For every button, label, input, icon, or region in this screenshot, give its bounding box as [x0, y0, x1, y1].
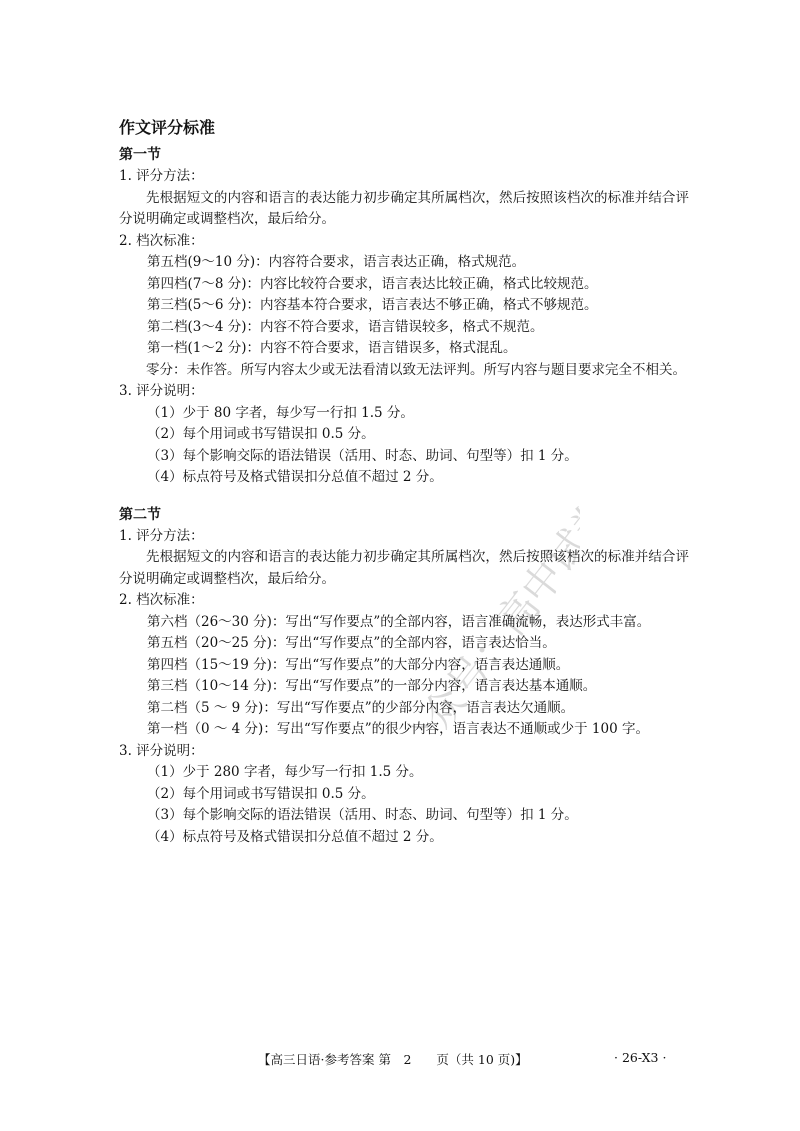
grade-label: 2. 档次标准： [119, 592, 204, 608]
grade-item: 第三档(5～6 分)：内容基本符合要求，语言表达不够正确，格式不够规范。 [147, 297, 598, 313]
grade-item: 第一档(1～2 分)：内容不符合要求，语言错误多，格式混乱。 [147, 340, 517, 356]
method-text: 先根据短文的内容和语言的表达能力初步确定其所属档次，然后按照该档次的标准并结合评分说明确定或调整档次，最后给分。 [119, 189, 689, 227]
watermark-text: 公众号：高中试卷君 [389, 458, 580, 730]
method-label: 1. 评分方法： [119, 527, 204, 544]
grade-item: 第二档(3～4 分)：内容不符合要求，语言错误较多，格式不规范。 [147, 318, 544, 335]
section-1 [119, 145, 689, 489]
note-item: （2）每个用词或书写错误扣 0.5 分。 [147, 426, 375, 442]
notes-label: 3. 评分说明： [119, 383, 204, 399]
content [119, 117, 689, 848]
footer-code: · 26-X3 · [614, 1050, 667, 1065]
grade-item: 第五档（20～25 分)：写出“写作要点”的全部内容，语言表达恰当。 [147, 635, 556, 651]
grade-item: 第四档(7～8 分)：内容比较符合要求，语言表达比较正确，格式比较规范。 [147, 275, 598, 292]
method-text: 先根据短文的内容和语言的表达能力初步确定其所属档次，然后按照该档次的标准并结合评分说明确定或调整档次，最后给分。 [119, 549, 689, 587]
section-1-heading: 第一节 [119, 147, 161, 163]
grade-item: 第一档（0 ～ 4 分)：写出“写作要点”的很少内容，语言表达不通顺或少于 100 字。 [147, 721, 649, 737]
section-2-heading: 第二节 [119, 506, 161, 523]
page-title: 作文评分标准 [119, 118, 216, 137]
grade-label: 2. 档次标准： [119, 232, 204, 249]
note-item: （1）少于 280 字者，每少写一行扣 1.5 分。 [147, 764, 423, 780]
grade-item: 第五档(9～10 分)：内容符合要求，语言表达正确，格式规范。 [147, 254, 526, 270]
grade-item: 第二档（5 ～ 9 分)：写出“写作要点”的少部分内容，语言表达欠通顺。 [147, 699, 575, 716]
footer-page-info: 【高三日语·参考答案 第 2 页（共 10 页)】 [258, 1052, 528, 1067]
zero-score-text: 零分：未作答。所写内容太少或无法看清以致无法评判。所写内容与题目要求完全不相关。 [146, 361, 686, 378]
section-2 [119, 505, 689, 849]
note-item: （1）少于 80 字者，每少写一行扣 1.5 分。 [147, 404, 414, 421]
grade-item: 第三档（10～14 分)：写出“写作要点”的一部分内容，语言表达基本通顺。 [147, 678, 597, 694]
note-item: （3）每个影响交际的语法错误（活用、时态、助词、句型等）扣 1 分。 [147, 807, 578, 823]
note-item: （2）每个用词或书写错误扣 0.5 分。 [147, 785, 375, 802]
method-label: 1. 评分方法： [119, 168, 204, 184]
grade-item: 第六档（26～30 分)：写出“写作要点”的全部内容，语言准确流畅，表达形式丰富。 [147, 613, 651, 630]
notes-label: 3. 评分说明： [119, 742, 204, 759]
note-item: （4）标点符号及格式错误扣分总值不超过 2 分。 [147, 828, 443, 845]
grade-item: 第四档（15～19 分)：写出“写作要点”的大部分内容，语言表达通顺。 [147, 656, 570, 673]
note-item: （4）标点符号及格式错误扣分总值不超过 2 分。 [147, 469, 443, 485]
note-item: （3）每个影响交际的语法错误（活用、时态、助词、句型等）扣 1 分。 [147, 447, 578, 464]
